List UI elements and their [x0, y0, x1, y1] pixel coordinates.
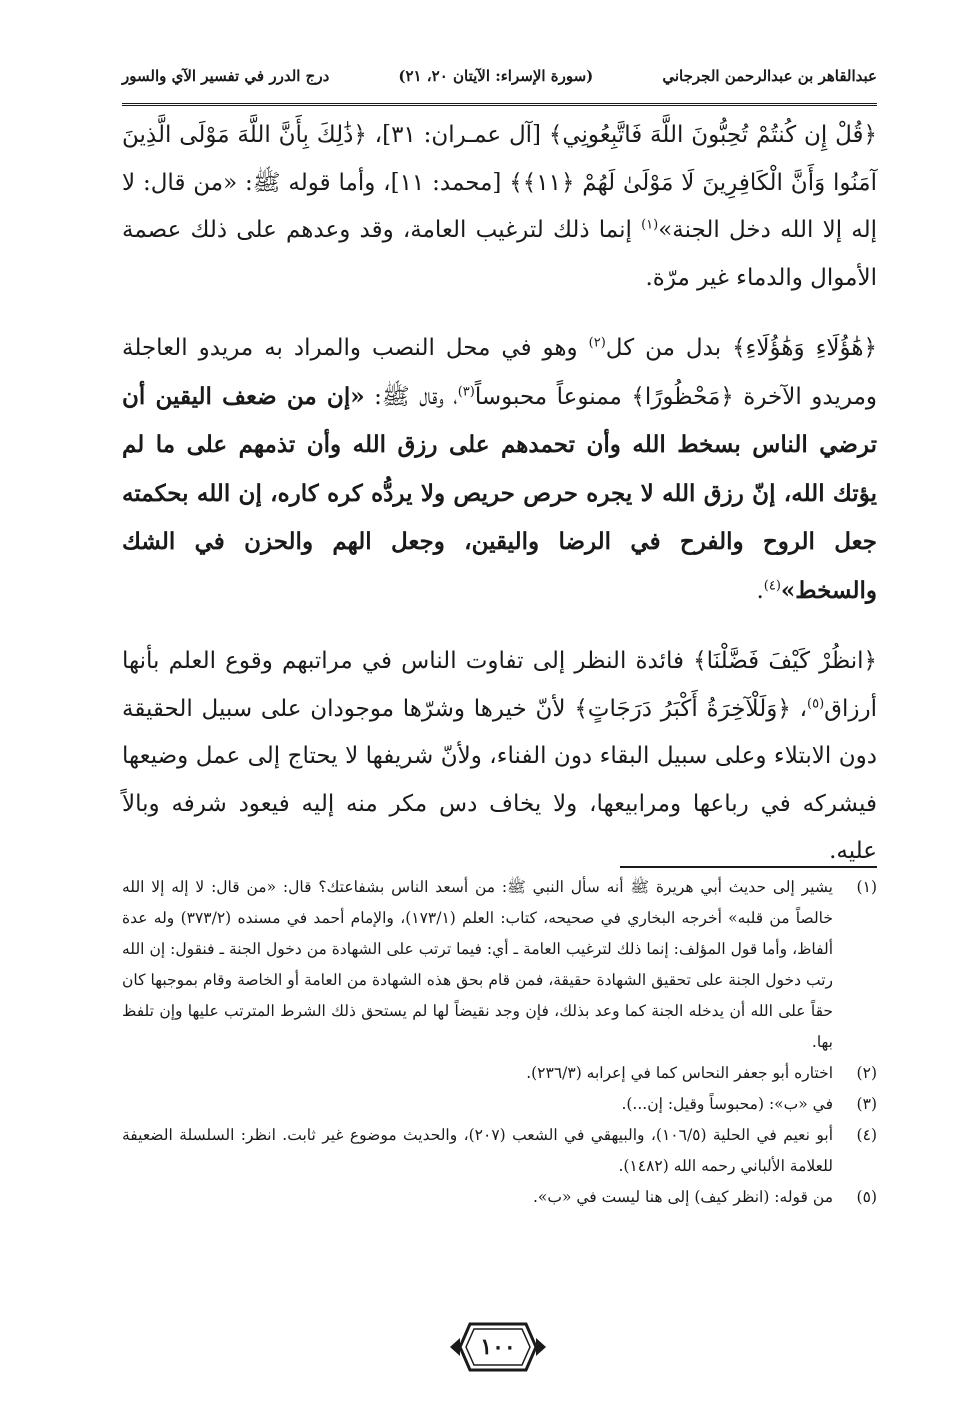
footnote-ref-3[interactable]: (٣): [457, 383, 475, 399]
paragraph-2-tail: ، وقال ﷺ:: [374, 383, 458, 410]
footnote-ref-1[interactable]: (١): [641, 217, 659, 233]
page-number-ornament: [448, 1318, 548, 1376]
running-header: [122, 58, 877, 94]
footnote-2: [122, 1058, 877, 1089]
footnote-3: [122, 1089, 877, 1120]
paragraph-3: [122, 638, 877, 876]
paragraph-3-tail: ، ﴿وَلَلْآخِرَةُ أَكْبَرُ دَرَجَاتٍ﴾ لأنّ خيرها وشرّها موجودان على سبيل الحقيقة دون الابتلاء وعلى سبيل البقاء دون الفناء، ولأنّ شريفها لا يحتاج إلى عمل وضيعها فيشركه في رباعها ومرابيعها، ولا يخاف دس مكر منه إليه فيعود شرفه وبالاً عليه.: [122, 695, 877, 864]
paragraph-1-text: ﴿قُلْ إِن كُنتُمْ تُحِبُّونَ اللَّهَ فَاتَّبِعُونِي﴾ [آل عمـران: ٣١]، ﴿ذَٰلِكَ بِأَنَّ اللَّهَ مَوْلَى الَّذِينَ آمَنُوا وَأَنَّ الْكَافِرِينَ لَا مَوْلَىٰ لَهُمْ ﴿١١﴾﴾ [محمد: ١١]، وأما قوله ﷺ: «من قال: لا إله إلا الله دخل الجنة»: [122, 122, 878, 243]
footnote-text: أبو نعيم في الحلية (١٠٦/٥)، والبيهقي في الشعب (٢٠٧)، والحديث موضوع غير ثابت. انظر: السلسلة الضعيفة للعلامة الألباني رحمه الله (١٤٨٢).: [122, 1126, 833, 1175]
header-book-title: درج الدرر في تفسير الآي والسور: [122, 67, 330, 85]
paragraph-3-text: ﴿انظُرْ كَيْفَ فَضَّلْنَا﴾ فائدة النظر إلى تفاوت الناس في مراتبهم وقوع العلم بأنها أرزاق: [122, 648, 877, 722]
footnote-text: يشير إلى حديث أبي هريرة ﷺ أنه سأل النبي ﷺ: من أسعد الناس بشفاعتك؟ قال: «من قال: لا إله إلا الله خالصاً من قلبه» أخرجه البخاري في صحيحه، كتاب: العلم (١٧٣/١)، والإمام أحمد في مسنده (٣٧٣/٢) وله عدة ألفاظ، وأما قول المؤلف: إنما ذلك لترغيب العامة ـ أي: فيما ترتب على الشهادة من دخول الجنة ـ فنقول: إن الله رتب دخول الجنة على تحقيق الشهادة حقيقة، فمن قام بحق هذه الشهادة من العامة أو الخاصة وقام بموجبها كان حقاً على الله أن يدخله الجنة كما وعد بذلك، فإن وجد نقيضاً لها لم يستحق ذلك الشرط المترتب عليها وإن تلفظ بها.: [122, 878, 833, 1051]
paragraph-2-text: ﴿هَٰؤُلَاءِ وَهَٰؤُلَاءِ﴾ بدل من كل: [605, 335, 877, 361]
footnote-ref-2[interactable]: (٢): [588, 335, 606, 351]
footnote-4: [122, 1120, 877, 1182]
footnote-number: (٥): [856, 1188, 877, 1206]
paragraph-1-tail: إنما ذلك لترغيب العامة، وقد وعدهم على ذلك عصمة الأموال والدماء غير مرّة.: [122, 217, 877, 291]
header-surah-reference: (سورة الإسراء: الآيتان ٢٠، ٢١): [398, 67, 594, 85]
paragraph-2: [122, 325, 877, 615]
footnote-5: [122, 1182, 877, 1213]
footnote-number: (٢): [856, 1064, 877, 1082]
paragraph-2-end: .: [756, 577, 764, 604]
header-author: عبدالقاهر بن عبدالرحمن الجرجاني: [662, 67, 877, 85]
footnotes: [122, 872, 877, 1213]
hadith-quote: «إن من ضعف اليقين أن ترضي الناس بسخط الله وأن تحمدهم على رزق الله وأن تذمهم على ما لم يؤتك الله، إنّ رزق الله لا يجره حرص حريص ولا يردُّه كره كاره، إن الله بحكمته جعل الروح والفرح في الرضا واليقين، وجعل الهم والحزن في الشك والسخط»: [122, 382, 877, 604]
main-text: [122, 112, 877, 876]
footnote-ref-4[interactable]: (٤): [763, 577, 781, 593]
paragraph-2-middle: وهو في محل النصب والمراد به مريدو العاجلة ومريدو الآخرة ﴿مَحْظُورًا﴾ ممنوعاً محبوساً: [122, 335, 878, 410]
paragraph-1: [122, 112, 877, 302]
footnote-ref-5[interactable]: (٥): [807, 695, 825, 711]
header-double-rule: [122, 103, 877, 110]
footnote-number: (٣): [856, 1095, 877, 1113]
page-number: ١٠٠: [480, 1334, 516, 1360]
footnote-text: في «ب»: (محبوساً وقيل: إن...).: [621, 1095, 833, 1113]
footnote-text: من قوله: (انظر كيف) إلى هنا ليست في «ب».: [532, 1188, 833, 1206]
footnote-separator: [620, 866, 877, 868]
footnote-number: (١): [856, 878, 877, 896]
footnote-number: (٤): [856, 1126, 877, 1144]
footnote-text: اختاره أبو جعفر النحاس كما في إعرابه (٢٣٦/٣).: [526, 1064, 833, 1082]
footnote-1: [122, 872, 877, 1058]
